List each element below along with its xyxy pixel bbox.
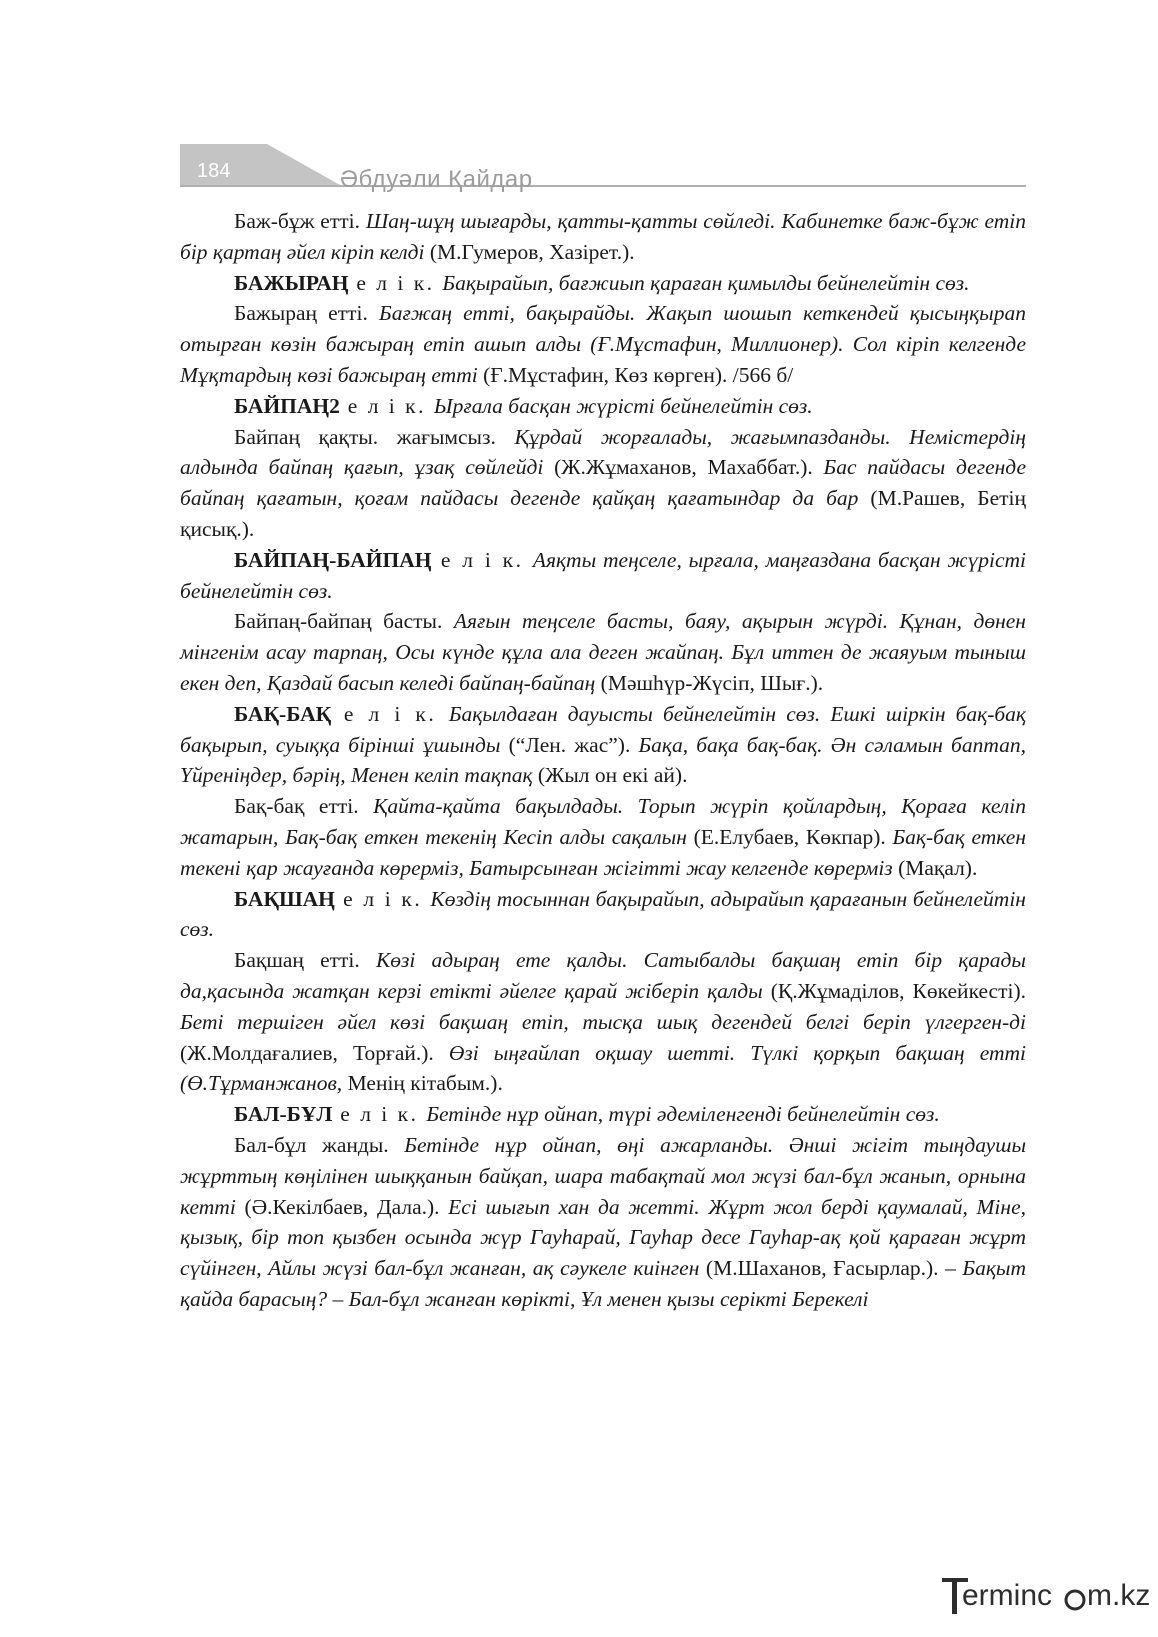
plain-text: е л і к. — [332, 1102, 427, 1127]
definition-text: Шаң-шұң шығарды, қатты-қатты сөйледі. Кабинетке баж-бұж етіп бір қартаң әйел кіріп келді — [180, 209, 1026, 264]
plain-text: (М.Рашев, Бетің қисық.). — [180, 486, 1026, 541]
entry-paragraph — [180, 298, 1026, 390]
plain-text: (“Лен. жас”). — [500, 732, 639, 757]
definition-text: Бақырайып, бағжиып қараған қимылды бейнелейтін сөз. — [442, 270, 970, 295]
plain-text: Байпаң-байпаң басты. — [234, 609, 454, 634]
headword: БАЖЫРАҢ — [234, 270, 349, 295]
definition-text: Бетінде нұр ойнап, түрі әдеміленгенді бейнелейтін сөз. — [426, 1102, 940, 1127]
plain-text: (Ж.Жұмаханов, Махаббат.). — [543, 455, 824, 480]
entry-paragraph — [180, 206, 1026, 268]
definition-text: Құрдай жорғалады, жағымпазданды. Немістердің алдында байпаң қағып, ұзақ сөйлейді — [180, 424, 1026, 480]
definition-text: Көзі адыраң ете қалды. Сатыбалды бақшаң етіп бір қарады да,қасында жатқан керзі етікті әйелге қарай жіберіп қалды — [180, 948, 1026, 1003]
entry-paragraph — [180, 699, 1026, 791]
plain-text: е л і к. — [334, 886, 431, 911]
headword: БАЙПАҢ-БАЙПАҢ — [234, 547, 432, 572]
entry-paragraph — [180, 945, 1026, 1099]
plain-text: Менің кітабым.). — [342, 1071, 503, 1096]
plain-text: (Е.Елубаев, Көкпар). — [686, 824, 893, 849]
plain-text: Бал-бұл жанды. — [234, 1132, 405, 1157]
entry-paragraph — [180, 545, 1026, 607]
definition-text: Есі шығып хан да жетті. Жұрт жол берді қаумалай, Міне, қызық, бір топ қызбен осында жүр Гауһарай, Гауһар десе Гауһар-ақ қой қараған жұрт сүйінген, Айлы жүзі бал-бұл жанған, ақ сәукеле киінген — [180, 1194, 1026, 1281]
headword: БАҚШАҢ — [234, 886, 335, 911]
plain-text: Баж-бұж етті. — [234, 209, 366, 233]
watermark-visible-a: erminc — [962, 1579, 1053, 1612]
page-number: 184 — [197, 160, 231, 182]
definition-text: Беті тершіген әйел көзі бақшаң етіп, тысқа шық дегендей белгі беріп үлгерген-ді — [180, 1009, 1026, 1034]
dictionary-text — [180, 206, 1026, 1315]
headword: БАЛ-БҰЛ — [234, 1102, 333, 1127]
definition-text: Ырғала басқан жүрісті бейнелейтін сөз. — [433, 393, 813, 418]
plain-text: (Мәшһүр-Жүсіп, Шығ.). — [595, 670, 824, 695]
definition-text: Бақа, бақа бақ-бақ. Ән сәламын баптап, Үйреніңдер, бәрің, Менен келіп тақпақ — [180, 732, 1026, 788]
plain-text: (Мақал). — [892, 855, 978, 880]
watermark-logo — [942, 1576, 1151, 1622]
definition-text: Бағжаң етті, бақырайды. Жақып шошып кеткендей қысыңқырап отырған көзін бажыраң етіп ашып алды (Ғ.Мұстафин, Миллионер). Сол кіріп келгенде Мұқтардың көзі бажыраң етті — [180, 301, 1026, 387]
plain-text: (Ә.Кекілбаев, Дала.). — [235, 1194, 449, 1219]
plain-text: (Қ.Жұмаділов, Көкейкесті). — [762, 978, 1026, 1003]
entry-paragraph — [180, 791, 1026, 883]
plain-text: е л і к. — [339, 393, 434, 418]
entry-paragraph — [180, 268, 1026, 299]
plain-text: е л і к. — [431, 547, 533, 572]
plain-text: Бажыраң етті. — [234, 301, 380, 326]
plain-text: Байпаң қақты. жағымсыз. — [234, 424, 515, 449]
entry-paragraph — [180, 422, 1026, 545]
definition-text: – Бақыт қайда барасың? – Бал-бұл жанған көрікті, Ұл менен қызы серікті Берекелі — [180, 1256, 1026, 1311]
definition-text: Өзі ыңғайлап оқшау шетті. Түлкі қорқып бақшаң етті (Ө.Тұрманжанов, — [180, 1040, 1026, 1096]
header-band — [0, 0, 1158, 200]
entry-paragraph — [180, 884, 1026, 946]
plain-text: Бақшаң етті. — [234, 948, 376, 973]
plain-text: (Жыл он екі ай). — [532, 763, 688, 788]
plain-text: е л і к. — [348, 270, 443, 295]
entry-paragraph — [180, 1099, 1026, 1130]
definition-text: Аяқты теңселе, ырғала, маңғаздана басқан жүрісті бейнелейтін сөз. — [180, 547, 1026, 603]
plain-text: (Ж.Молдағалиев, Торғай.). — [180, 1040, 449, 1065]
definition-text: Бетінде нұр ойнап, өңі ажарланды. Әнші жігіт тыңдаушы жұрттың көңілінен шыққанын байқап, шара табақтай мол жүзі бал-бұл жанып, орнына кетті — [180, 1132, 1027, 1219]
definition-text: Қайта-қайта бақылдады. Торып жүріп қойлардың, Қораға келіп жатарын, Бақ-бақ еткен текенің Кесіп алды сақалын — [180, 794, 1026, 849]
definition-text: Аяғын теңселе басты, баяу, ақырын жүрді. Құнан, дөнен мінгенім асау тарпаң, Осы күнде құла ала деген жайпаң. Бұл иттен де жаяуым тыныш екен деп, Қаздай басып келеді байпаң-байпаң — [180, 609, 1026, 695]
headword: БАЙПАҢ2 — [234, 393, 340, 418]
page-header — [0, 0, 1158, 200]
entry-paragraph — [180, 391, 1026, 422]
headword: БАҚ-БАҚ — [234, 701, 332, 726]
plain-text: Бақ-бақ етті. — [234, 794, 374, 819]
definition-text: Бас пайдасы дегенде байпаң қағатын, қоғам пайдасы дегенде қайқаң қағатындар да бар — [180, 455, 1026, 511]
running-head-author: Әбдуәли Қайдар — [340, 166, 533, 193]
definition-text: Бақ-бақ еткен текені қар жауғанда көрерміз, Батырсынған жігітті жау келгенде көрерміз — [180, 824, 1026, 880]
definition-text: Бақылдаған дауысты бейнелейтін сөз. Ешкі шіркін бақ-бақ бақырып, суыққа бірінші ұшынды — [180, 701, 1026, 757]
entry-paragraph — [180, 1130, 1026, 1315]
watermark-visible-b: m.kz — [1087, 1579, 1151, 1612]
plain-text: (М.Шаханов, Ғасырлар.). — [699, 1256, 946, 1281]
plain-text: е л і к. — [331, 701, 449, 726]
entry-paragraph — [180, 606, 1026, 698]
plain-text: (Ғ.Мұстафин, Көз көрген). /566 б/ — [477, 362, 794, 387]
plain-text: (М.Гумеров, Хазірет.). — [424, 239, 635, 264]
definition-text: Көздің тосыннан бақырайып, адырайып қарағанын бейнелейтін сөз. — [180, 886, 1026, 942]
